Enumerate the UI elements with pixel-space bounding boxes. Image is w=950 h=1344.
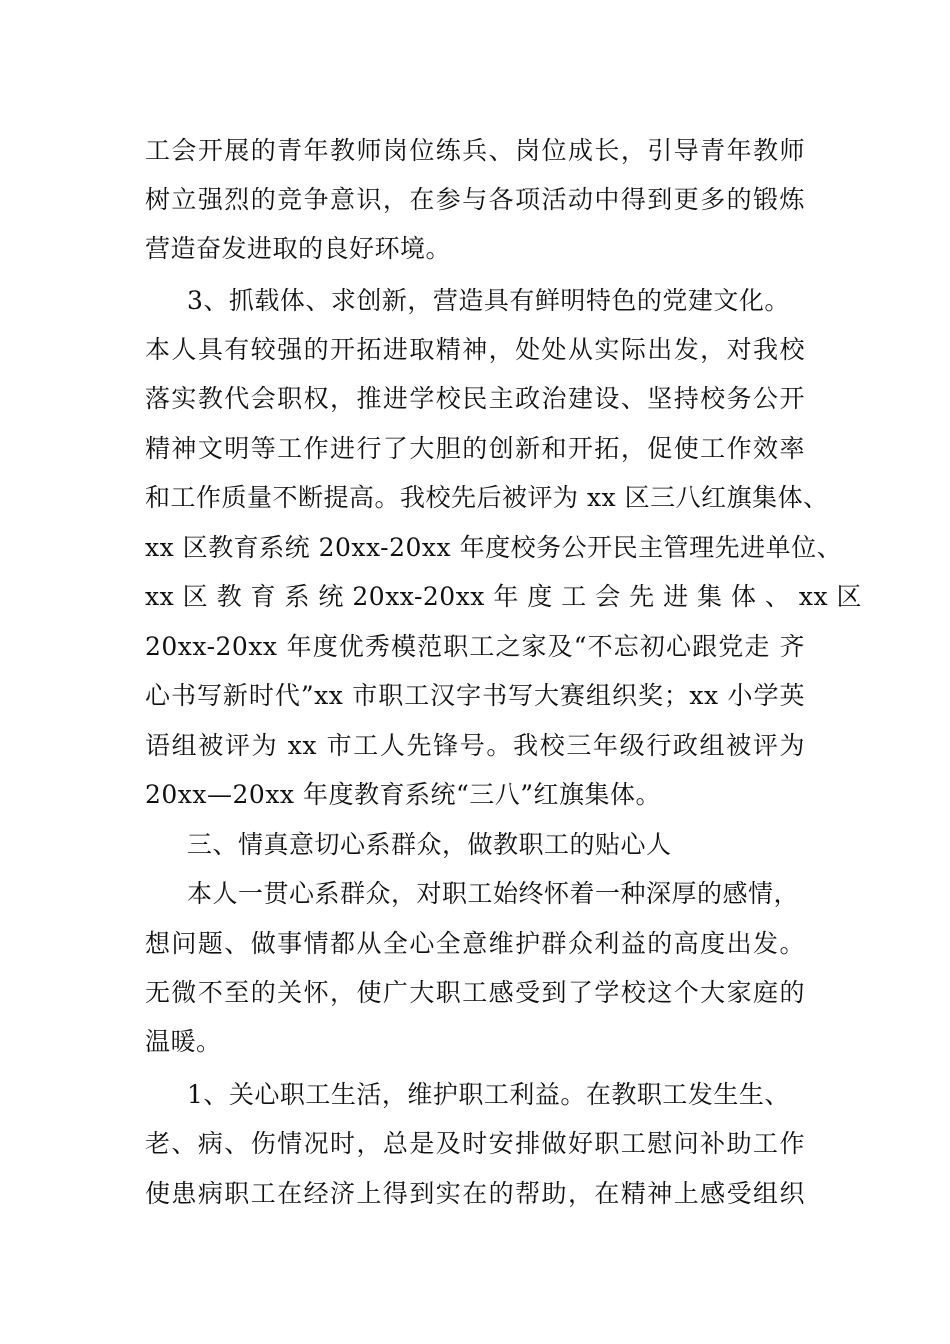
body-text-line: 本人一贯心系群众，对职工始终怀着一种深厚的感情， [187, 879, 800, 908]
body-text-line: 本人具有较强的开拓进取精神，处处从实际出发，对我校 [145, 335, 805, 364]
body-text-line: 工会开展的青年教师岗位练兵、岗位成长，引导青年教师 [145, 136, 805, 165]
body-text-line: 20xx-20xx 年度优秀模范职工之家及“不忘初心跟党走 齐 [145, 632, 805, 661]
body-text-line: 想问题、做事情都从全心全意维护群众利益的高度出发。 [145, 929, 805, 958]
body-text-line: 使患病职工在经济上得到实在的帮助，在精神上感受组织 [145, 1179, 805, 1208]
section-heading-3: 三、情真意切心系群众，做教职工的贴心人 [187, 830, 672, 859]
body-text-line: xx 区教育系统 20xx-20xx 年度校务公开民主管理先进单位、 [145, 533, 843, 562]
body-text-line: 和工作质量不断提高。我校先后被评为 xx 区三八红旗集体、 [145, 483, 829, 512]
body-text-line: 心书写新时代”xx 市职工汉字书写大赛组织奖；xx 小学英 [145, 681, 805, 710]
body-text-line: 20xx—20xx 年度教育系统“三八”红旗集体。 [145, 780, 662, 809]
subheading-3: 3、抓载体、求创新，营造具有鲜明特色的党建文化。 [187, 286, 790, 315]
body-text-line: 老、病、伤情况时，总是及时安排做好职工慰问补助工作 [145, 1129, 805, 1158]
body-text-line: 无微不至的关怀，使广大职工感受到了学校这个大家庭的 [145, 978, 805, 1007]
body-text-line: 精神文明等工作进行了大胆的创新和开拓，促使工作效率 [145, 434, 805, 463]
body-text-line: xx 区 教 育 系 统 20xx-20xx 年 度 工 会 先 进 集 体 、 xx 区 [145, 582, 863, 611]
body-text-line: 语组被评为 xx 市工人先锋号。我校三年级行政组被评为 [145, 731, 805, 760]
subheading-1: 1、关心职工生活，维护职工利益。在教职工发生生、 [187, 1080, 790, 1109]
body-text-line: 营造奋发进取的良好环境。 [145, 234, 452, 263]
body-text-line: 落实教代会职权，推进学校民主政治建设、坚持校务公开 [145, 384, 805, 413]
body-text-line: 温暖。 [145, 1027, 222, 1056]
body-text-line: 树立强烈的竞争意识，在参与各项活动中得到更多的锻炼 [145, 185, 805, 214]
